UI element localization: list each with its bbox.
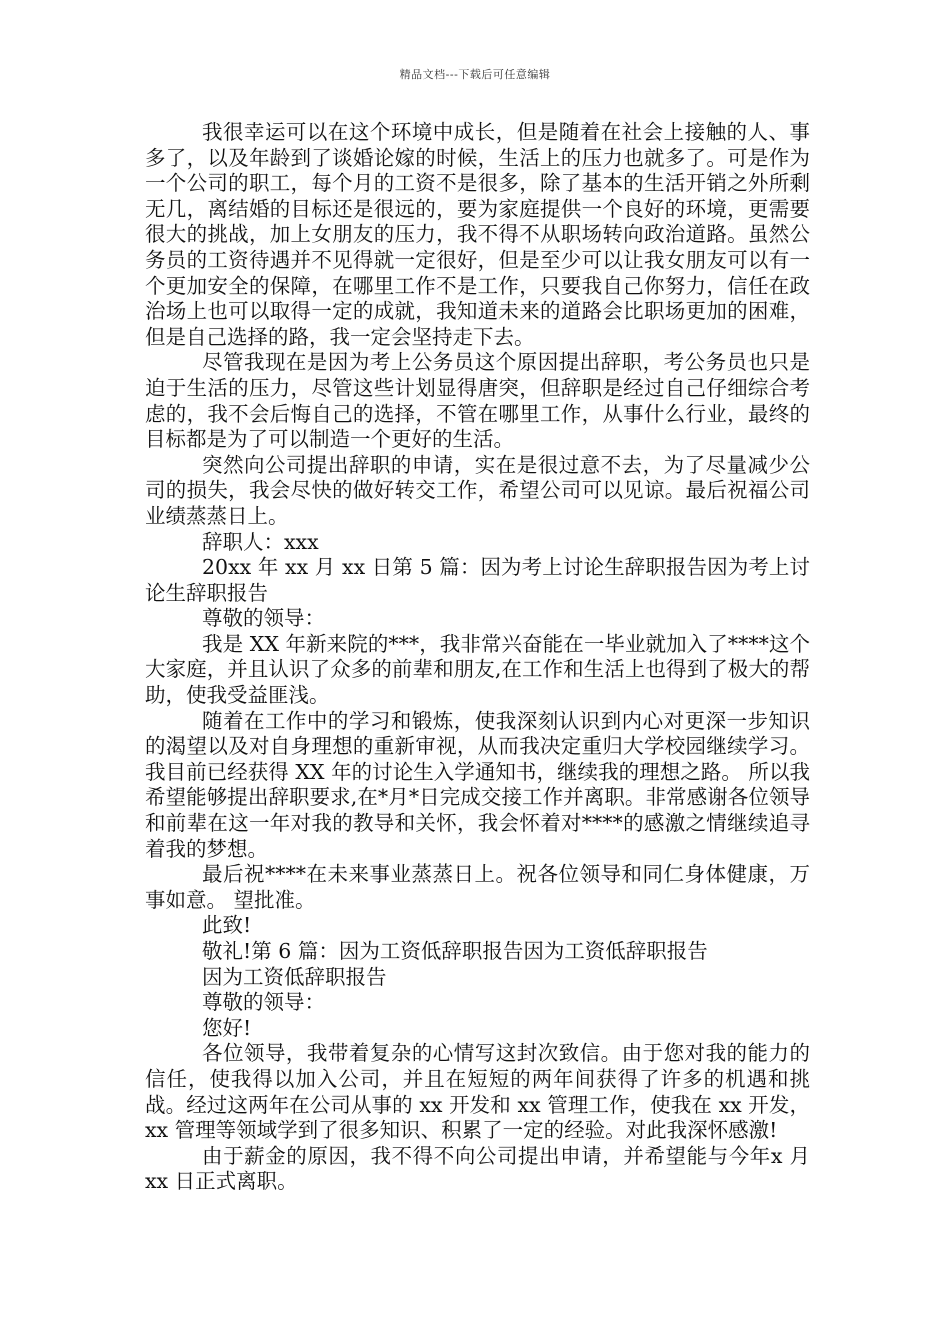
document-title: 因为工资低辞职报告 [202,964,387,989]
paragraph: 最后祝****在未来事业蒸蒸日上。祝各位领导和同仁身体健康，万事如意。 望批准。 [145,862,810,912]
paragraph: 各位领导，我带着复杂的心情写这封次致信。由于您对我的能力的信任，使我得以加入公司，并且在短短的两年间获得了许多的机遇和挑战。经过这两年在公司从事的 xx 开发和 xx 管理工作，使我在 xx 开发，xx 管理等领域学到了很多知识、积累了一定的经验。对此我深怀感激! [145,1041,810,1143]
paragraph: 我是 XX 年新来院的***，我非常兴奋能在一毕业就加入了****这个大家庭，并且认识了众多的前辈和朋友,在工作和生活上也得到了极大的帮助，使我受益匪浅。 [145,631,810,708]
salutation: 尊敬的领导： [202,606,325,631]
document-body [145,120,810,1195]
section-heading: 敬礼!第 6 篇：因为工资低辞职报告因为工资低辞职报告 [202,939,708,963]
paragraph: 尽管我现在是因为考上公务员这个原因提出辞职，考公务员也只是迫于生活的压力，尽管这些计划显得唐突，但辞职是经过自己仔细综合考虑的，我不会后悔自己的选择，不管在哪里工作，从事什么行业，最终的目标都是为了可以制造一个更好的生活。 [145,350,810,452]
paragraph: 突然向公司提出辞职的申请，实在是很过意不去，为了尽量减少公司的损失，我会尽快的做好转交工作，希望公司可以见谅。最后祝福公司业绩蒸蒸日上。 [145,452,810,528]
signature-line: 辞职人：xxx [202,529,319,554]
paragraph: 我很幸运可以在这个环境中成长，但是随着在社会上接触的人、事多了，以及年龄到了谈婚论嫁的时候，生活上的压力也就多了。可是作为一个公司的职工，每个月的工资不是很多，除了基本的生活开销之外所剩无几，离结婚的目标还是很远的，要为家庭提供一个良好的环境，更需要很大的挑战，加上女朋友的压力，我不得不从职场转向政治道路。虽然公务员的工资待遇并不见得就一定很好，但是至少可以让我女朋友可以有一个更加安全的保障，在哪里工作不是工作，只要我自己你努力，信任在政治场上也可以取得一定的成就，我知道未来的道路会比职场更加的困难，但是自己选择的路，我一定会坚持走下去。 [145,120,810,349]
salutation: 尊敬的领导： [202,990,325,1015]
closing: 此致! [202,913,252,938]
paragraph: 随着在工作中的学习和锻炼，使我深刻认识到内心对更深一步知识的渴望以及对自身理想的重新审视，从而我决定重归大学校园继续学习。 我目前已经获得 XX 年的讨论生入学通知书，继续我的理想之路。 所以我希望能够提出辞职要求,在*月*日完成交接工作并离职。非常感谢各位领导和前辈在这一年对我的教导和关怀，我会怀着对****的感激之情继续追寻着我的梦想。 [145,708,810,861]
section-heading: 20xx 年 xx 月 xx 日第 5 篇：因为考上讨论生辞职报告因为考上讨论生辞职报告 [145,555,810,605]
page-header: 精品文档---下载后可任意编辑 [399,68,551,81]
greeting: 您好! [202,1015,252,1040]
paragraph: 由于薪金的原因，我不得不向公司提出申请，并希望能与今年x 月 xx 日正式离职。 [145,1143,810,1194]
